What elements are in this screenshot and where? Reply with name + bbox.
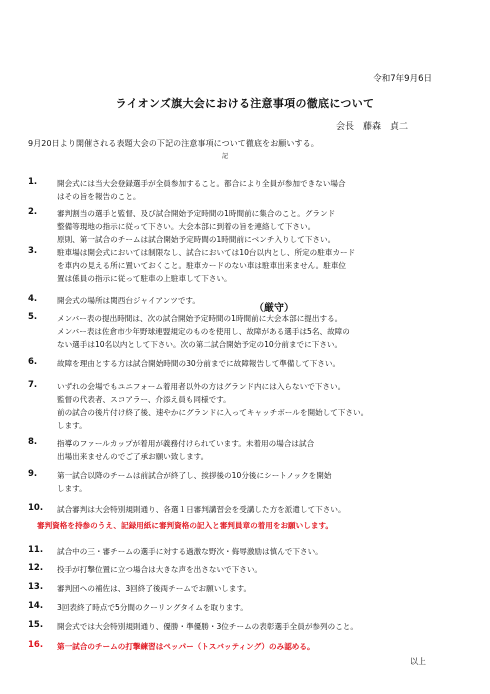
item-line: 3回表終了時点で5分間のクーリングタイムを取ります。: [57, 603, 248, 612]
item-number: 5.: [28, 312, 38, 322]
item-line: 原則、第一試合のチームは試合開始予定時間の1時間前にベンチ入りして下さい。: [57, 235, 336, 244]
item-body: [57, 620, 449, 633]
item-line: 開会式には当大会登録選手が全員参加すること。都合により全員が参加できない場合: [57, 179, 346, 188]
item-number: 13.: [28, 582, 44, 592]
item-line: 出場出来ませんのでご了承お願い致します。: [57, 452, 209, 461]
item-line: を車内の見える所に置いておくこと。駐車カードのない車は駐車出来ません。駐車位: [57, 261, 347, 270]
emphasis-note: （厳守）: [254, 303, 294, 314]
item-line: 開会式では大会特別規則通り、優勝・準優勝・3位チームの表彰選手全員が参列のこと。: [57, 622, 358, 631]
item-line: いずれの会場でもユニフォーム着用者以外の方はグランド内には入らないで下さい。: [57, 382, 346, 391]
closing-text: 以上: [410, 657, 426, 666]
item-line-emphasis: 第一試合のチームの打撃練習はペッパー（トスバッティング）のみ認める。: [57, 642, 315, 651]
item-body: [57, 601, 449, 614]
item-body: [57, 246, 449, 285]
item-line: 試合審判は大会特別規則通り、各選１日審判講習会を受講した方を派遣して下さい。: [57, 505, 346, 514]
item-line: ない選手は10名以内として下さい。次の第二試合開始予定の10分前までに下さい。: [57, 340, 343, 349]
document-date: 令和7年9月6日: [373, 74, 432, 84]
item-line: はその旨を報告のこと。: [57, 192, 141, 201]
item-number: 15.: [28, 620, 44, 630]
item-line: 置は係員の指示に従って駐車の上駐車して下さい。: [57, 274, 232, 283]
item-line: 開会式の場所は関西台ジャイアンツです。: [57, 296, 200, 305]
item-number: 7.: [28, 380, 38, 390]
item-line: 第一試合以降のチームは前試合が終了し、挨拶後の10分後にシートノックを開始: [57, 471, 332, 480]
item-number: 3.: [28, 246, 38, 256]
item-body: [57, 437, 449, 463]
item-number: 10.: [28, 503, 44, 513]
item-body: [57, 640, 449, 653]
item-line: 試合中の三・審チームの選手に対する過激な野次・侮辱激励は慎んで下さい。: [57, 547, 323, 556]
item-body: [57, 177, 449, 203]
item-line: します。: [57, 421, 87, 430]
item-line: 審判団への補佐は、3回終了後両チームでお願いします。: [57, 584, 252, 593]
item-line: 前の試合の後片付け終了後、速やかにグランドに入ってキャッチボールを開始して下さい。: [57, 408, 369, 417]
item-number: 4.: [28, 294, 38, 304]
item-body: [57, 380, 449, 432]
item-line: メンバー表は佐倉市少年野球連盟規定のものを使用し、故障がある選手は5名、故障の: [57, 327, 350, 336]
item-body: [57, 545, 449, 558]
item-body: [57, 357, 449, 370]
item-line: 整備等現地の指示に従って下さい。大会本部に到着の旨を連絡して下さい。: [57, 222, 316, 231]
item-line: 駐車場は開会式においては制限なし、試合においては10台以内とし、所定の駐車カード: [57, 248, 356, 257]
document-author: 会長 藤森 貞二: [336, 122, 409, 132]
item-number: 11.: [28, 545, 44, 555]
item-line: します。: [57, 484, 87, 493]
item-number: 16.: [28, 640, 44, 650]
item-body: [57, 294, 449, 307]
item-line: 投手が打撃位置に立つ場合は大きな声を出さないで下さい。: [57, 565, 263, 574]
item-line: 指導のファールカップが着用が義務付けられています。未着用の場合は試合: [57, 439, 315, 448]
item-number: 2.: [28, 207, 38, 217]
item-number: 1.: [28, 177, 38, 187]
document-title: ライオンズ旗大会における注意事項の徹底について: [115, 97, 375, 110]
item-body: [57, 207, 449, 246]
item-body: [57, 312, 449, 351]
item-number: 12.: [28, 563, 44, 573]
item-line: 監督の代表者、スコアラー、介添え員も同様です。: [57, 395, 231, 404]
item-body: [57, 563, 449, 576]
item-line-emphasis: 審判資格を持参のうえ、記録用紙に審判資格の記入と審判員章の着用をお願いします。: [37, 521, 333, 530]
item-body: [57, 582, 449, 595]
item-body: [57, 469, 449, 495]
item-line: メンバー表の提出時間は、次の試合開始予定時間の1時間前に大会本部に提出する。: [57, 314, 343, 323]
item-line: 故障を理由とする方は試合開始時間の30分前までに故障報告して準備して下さい。: [57, 359, 341, 368]
item-number: 14.: [28, 601, 44, 611]
item-number: 9.: [28, 469, 38, 479]
page-marker: 記: [222, 153, 229, 160]
item-number: 6.: [28, 357, 38, 367]
intro-text: 9月20日より開催される表題大会の下記の注意事項について徹底をお願いする。: [28, 139, 319, 148]
item-number: 8.: [28, 437, 38, 447]
item-body: [37, 503, 449, 532]
item-line: 審判割当の選手と監督、及び試合開始予定時間の1時間前に集合のこと。グランド: [57, 209, 336, 218]
